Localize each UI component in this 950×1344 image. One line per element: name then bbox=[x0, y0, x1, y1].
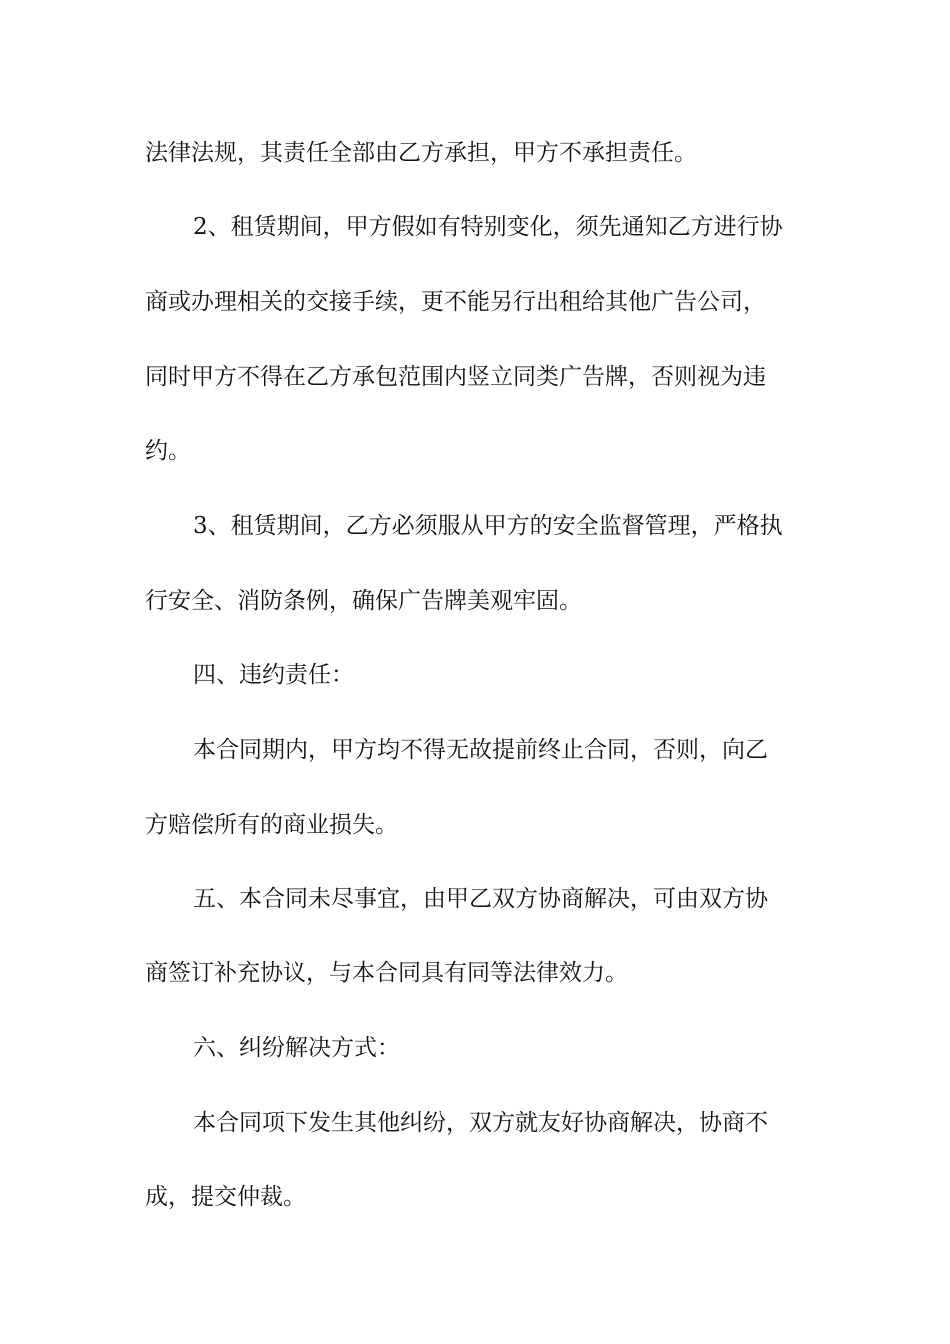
text-line: 商签订补充协议，与本合同具有同等法律效力。 bbox=[145, 960, 628, 986]
text-line: 本合同期内，甲方均不得无故提前终止合同，否则，向乙 bbox=[193, 737, 768, 763]
text-line: 本合同项下发生其他纠纷，双方就友好协商解决，协商不 bbox=[193, 1110, 768, 1136]
section-heading: 六、纠纷解决方式： bbox=[193, 1035, 400, 1061]
text-line: 行安全、消防条例，确保广告牌美观牢固。 bbox=[145, 588, 582, 614]
text-line: 五、本合同未尽事宜，由甲乙双方协商解决，可由双方协 bbox=[193, 886, 768, 912]
text-line: 法律法规，其责任全部由乙方承担，甲方不承担责任。 bbox=[145, 140, 697, 166]
text-line: 商或办理相关的交接手续，更不能另行出租给其他广告公司， bbox=[145, 289, 766, 315]
text-line: 成，提交仲裁。 bbox=[145, 1184, 306, 1210]
text-line: 约。 bbox=[145, 438, 191, 464]
text-line: 同时甲方不得在乙方承包范围内竖立同类广告牌，否则视为违 bbox=[145, 364, 766, 390]
text-line: 方赔偿所有的商业损失。 bbox=[145, 812, 398, 838]
text-line: 3、租赁期间，乙方必须服从甲方的安全监督管理，严格执 bbox=[193, 513, 783, 539]
text-line: 2、租赁期间，甲方假如有特别变化，须先通知乙方进行协 bbox=[193, 214, 783, 240]
section-heading: 四、违约责任： bbox=[193, 662, 354, 688]
